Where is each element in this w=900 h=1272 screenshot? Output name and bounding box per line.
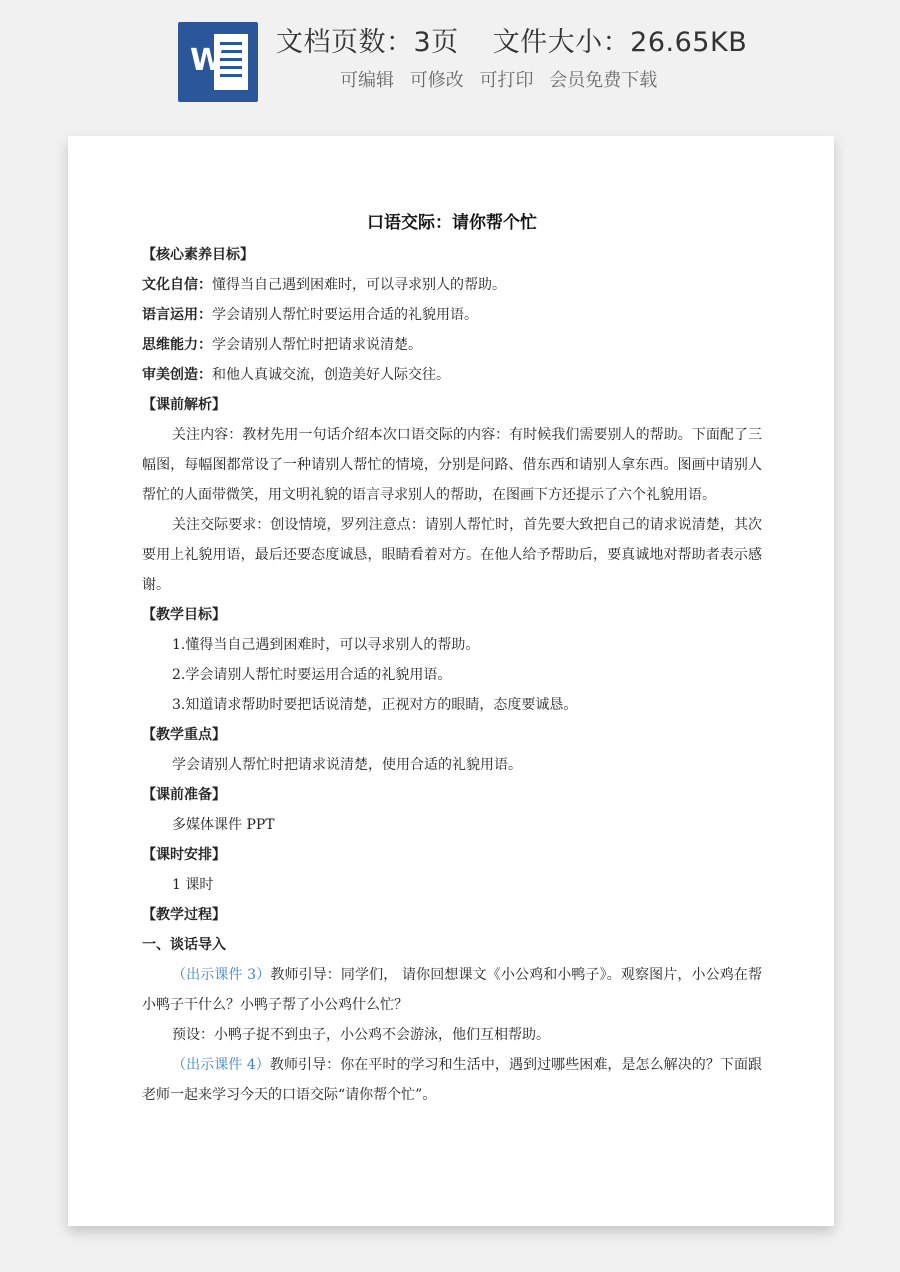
lesson-hours: 1 课时 [172,877,214,893]
paragraph: 关注交际要求：创设情境，罗列注意点：请别人帮忙时，首先要大致把自己的请求说清楚，其次要用上礼貌用语，最后还要态度诚恳，眼睛看着对方。在他人给予帮助后，要真诚地对帮助者表示感谢。 [142,517,762,593]
section-heading: 【课前解析】 [142,397,226,413]
file-info [276,20,747,59]
feature-printable: 可打印 [479,70,534,91]
section-heading: 【课前准备】 [142,787,226,803]
core-item: 文化自信：懂得当自己遇到困难时，可以寻求别人的帮助。 [142,277,506,293]
goal-item: 3.知道请求帮助时要把话说清楚，正视对方的眼睛，态度要诚恳。 [172,697,578,713]
preparation: 多媒体课件 PPT [172,817,275,833]
core-item: 语言运用：学会请别人帮忙时要运用合适的礼貌用语。 [142,307,478,323]
goal-item: 1.懂得当自己遇到困难时，可以寻求别人的帮助。 [172,637,480,653]
section-heading: 【教学目标】 [142,607,226,623]
feature-list [340,66,667,92]
document-page [68,136,834,1226]
section-heading: 【教学重点】 [142,727,226,743]
goal-item: 2.学会请别人帮忙时要运用合适的礼貌用语。 [172,667,452,683]
core-item: 思维能力：学会请别人帮忙时把请求说清楚。 [142,337,422,353]
subsection-heading: 一、谈话导入 [142,937,226,953]
core-item: 审美创造：和他人真诚交流，创造美好人际交往。 [142,367,450,383]
paragraph: 关注内容：教材先用一句话介绍本次口语交际的内容：有时候我们需要别人的帮助。下面配了三幅图，每幅图都常设了一种请别人帮忙的情境，分别是问路、借东西和请别人拿东西。图画中请别人帮忙的人面带微笑，用文明礼貌的语言寻求别人的帮助，在图画下方还提示了六个礼貌用语。 [142,427,762,503]
paragraph: （出示课件 4）教师引导：你在平时的学习和生活中，遇到过哪些困难，是怎么解决的？下面跟老师一起来学习今天的口语交际“请你帮个忙”。 [142,1057,763,1103]
slide-tag: （出示课件 3） [172,967,271,983]
paragraph: （出示课件 3）教师引导：同学们， 请你回想课文《小公鸡和小鸭子》。观察图片，小公鸡在帮小鸭子干什么？小鸭子帮了小公鸡什么忙？ [142,967,762,1013]
section-heading: 【核心素养目标】 [142,247,254,263]
feature-editable: 可编辑 [340,70,394,91]
file-size: 文件大小：26.65KB [492,27,748,58]
document-title: 口语交际：请你帮个忙 [367,213,537,233]
download-banner [0,0,900,130]
feature-modifiable: 可修改 [409,70,464,91]
document-body [142,208,762,1110]
feature-member-download: 会员免费下载 [549,70,658,91]
slide-tag: （出示课件 4） [172,1057,270,1073]
paragraph: 预设：小鸭子捉不到虫子，小公鸡不会游泳，他们互相帮助。 [172,1027,550,1043]
key-point: 学会请别人帮忙时把请求说清楚，使用合适的礼貌用语。 [172,757,522,773]
section-heading: 【课时安排】 [142,847,226,863]
page-count: 文档页数：3页 [276,27,459,58]
section-heading: 【教学过程】 [142,907,226,923]
word-document-icon: W [178,22,258,102]
